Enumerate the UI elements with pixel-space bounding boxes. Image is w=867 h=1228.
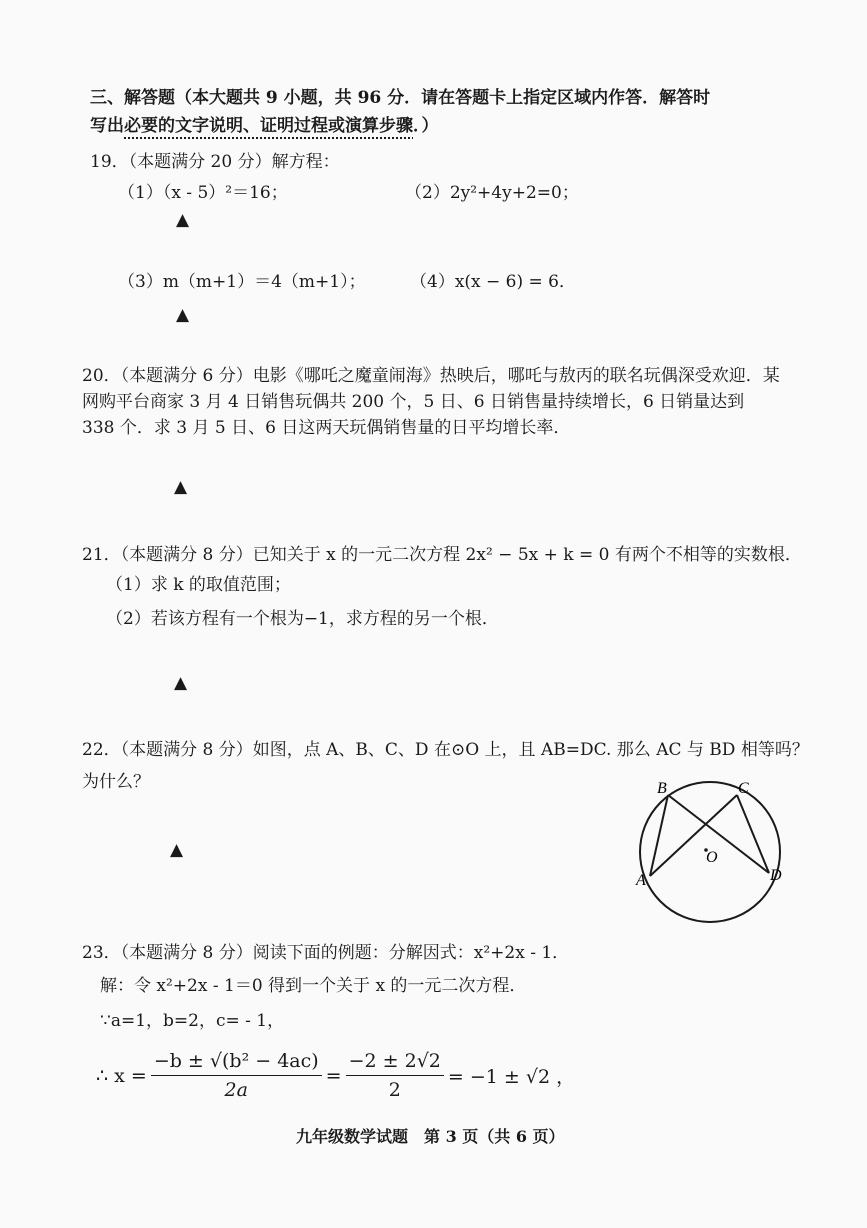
q23-equals: = xyxy=(325,1064,342,1087)
q23-fraction-1-denominator: 2a xyxy=(224,1079,248,1101)
q21-part1: （1）求 k 的取值范围； xyxy=(106,575,291,595)
q19-part3: （3）m（m+1）＝4（m+1）； xyxy=(118,272,366,292)
label-d: D xyxy=(770,867,782,884)
q19-header: 19．（本题满分 20 分）解方程： xyxy=(90,152,340,172)
q23-line3: ∵a=1，b=2，c= - 1， xyxy=(100,1011,285,1031)
q23-formula-prefix: ∴ x = xyxy=(96,1064,147,1087)
segment-ab xyxy=(650,795,668,876)
q20-answer-marker: ▲ xyxy=(174,477,188,497)
q23-fraction-1 xyxy=(151,1050,322,1101)
q19-answer-marker-1: ▲ xyxy=(176,210,190,230)
q20-line3: 338 个．求 3 月 5 日、6 日这两天玩偶销售量的日平均增长率． xyxy=(82,418,571,438)
q19-part1: （1）（x - 5）²＝16； xyxy=(118,183,288,203)
section-header-line1: 三、解答题（本大题共 9 小题，共 96 分．请在答题卡上指定区域内作答．解答时 xyxy=(90,88,711,108)
label-c: C xyxy=(738,780,749,797)
page-footer: 九年级数学试题 第 3 页（共 6 页） xyxy=(296,1127,565,1146)
q22-answer-marker: ▲ xyxy=(170,840,184,860)
label-b: B xyxy=(657,780,667,797)
q21-answer-marker: ▲ xyxy=(174,673,188,693)
q23-line1: 23．（本题满分 8 分）阅读下面的例题：分解因式：x²+2x - 1． xyxy=(82,943,570,963)
q23-fraction-1-numerator: −b ± √(b² − 4ac) xyxy=(151,1050,322,1076)
label-o: O xyxy=(706,849,718,866)
segment-ac xyxy=(650,795,737,876)
q19-part2: （2）2y²+4y+2=0； xyxy=(405,183,579,203)
label-a: A xyxy=(636,872,646,889)
section-header-line2-suffix: ．） xyxy=(413,116,439,136)
q23-fraction-2-numerator: −2 ± 2√2 xyxy=(346,1050,444,1076)
q21-line1: 21．（本题满分 8 分）已知关于 x 的一元二次方程 2x² − 5x + k = 0 有两个不相等的实数根． xyxy=(82,545,802,565)
section-header-line2-dotted: 必要的文字说明、证明过程或演算步骤 xyxy=(124,116,413,136)
q23-fraction-2-denominator: 2 xyxy=(388,1079,401,1101)
section-header-line2-prefix: 写出 xyxy=(90,116,124,136)
section-header-line2 xyxy=(90,116,439,136)
circle-figure xyxy=(620,770,800,930)
q23-result: = −1 ± √2 ， xyxy=(447,1066,576,1088)
q23-fraction-2 xyxy=(346,1050,444,1101)
q20-line1: 20．（本题满分 6 分）电影《哪吒之魔童闹海》热映后，哪吒与敖丙的联名玩偶深受欢迎．某 xyxy=(82,366,780,386)
q19-part4: （4）x(x − 6) = 6． xyxy=(410,272,576,292)
q23-line2: 解：令 x²+2x - 1＝0 得到一个关于 x 的一元二次方程． xyxy=(100,976,527,996)
q21-part2: （2）若该方程有一个根为−1，求方程的另一个根． xyxy=(106,609,499,629)
q22-line1: 22．（本题满分 8 分）如图，点 A、B、C、D 在⊙O 上，且 AB=DC. 那么 AC 与 BD 相等吗？ xyxy=(82,740,809,760)
q23-formula xyxy=(96,1050,575,1101)
q20-line2: 网购平台商家 3 月 4 日销售玩偶共 200 个，5 日、6 日销售量持续增长，6 日销量达到 xyxy=(82,392,745,412)
q22-line2: 为什么？ xyxy=(82,772,150,792)
q19-answer-marker-2: ▲ xyxy=(176,305,190,325)
